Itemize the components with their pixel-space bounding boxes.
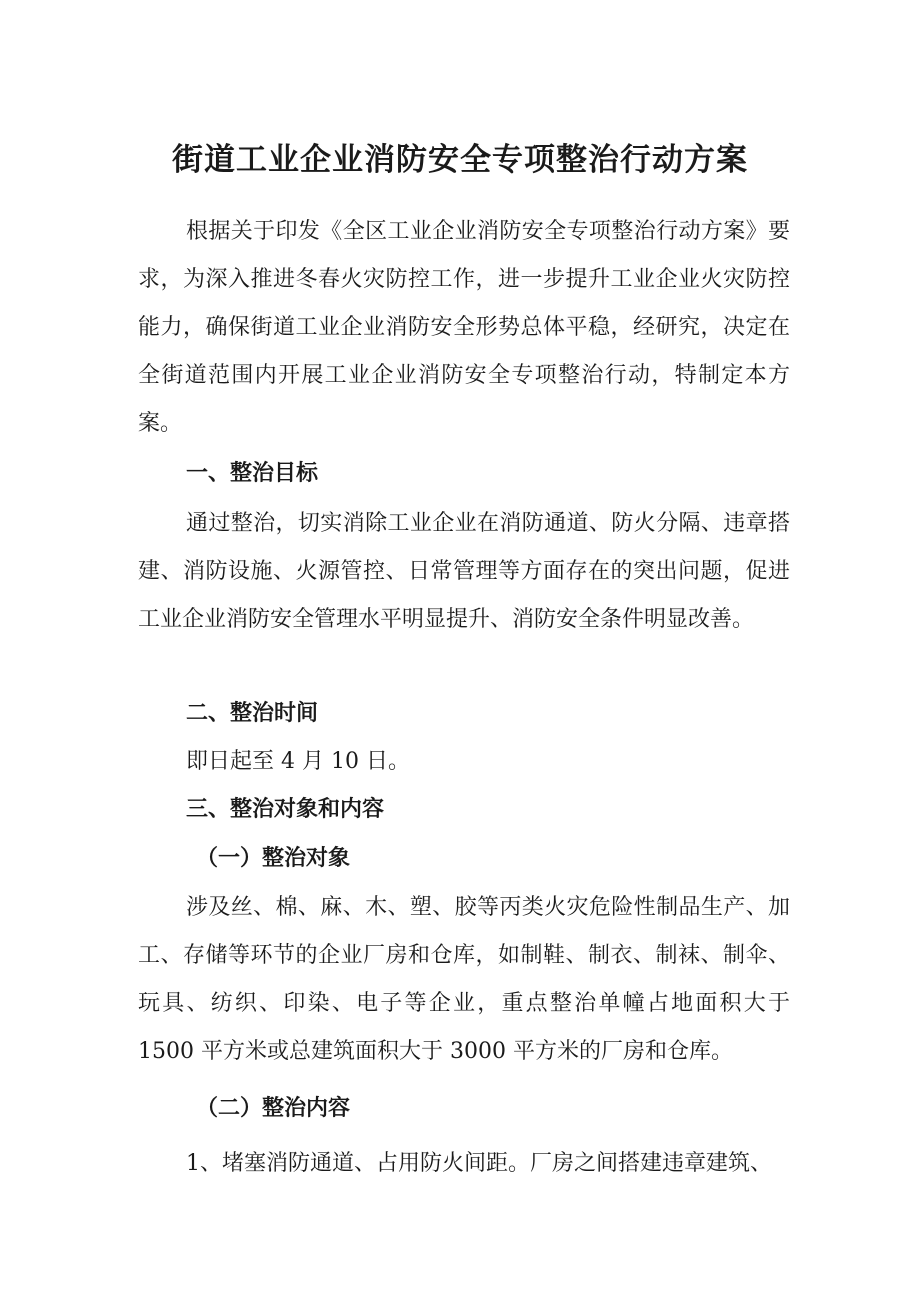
targets-paragraph: 涉及丝、棉、麻、木、塑、胶等丙类火灾危险性制品生产、加工、存储等环节的企业厂房和仓库，如制鞋、制衣、制袜、制伞、玩具、纺织、印染、电子等企业，重点整治单幢占地面积大于 1500 平方米或总建筑面积大于 3000 平方米的厂房和仓库。 bbox=[138, 895, 790, 1064]
subsection-heading-content: （二）整治内容 bbox=[196, 1095, 351, 1121]
intro-paragraph: 根据关于印发《全区工业企业消防安全专项整治行动方案》要求，为深入推进冬春火灾防控工作，进一步提升工业企业火灾防控能力，确保街道工业企业消防安全形势总体平稳，经研究，决定在全街道范围内开展工业企业消防安全专项整治行动，特制定本方案。 bbox=[138, 219, 790, 436]
section-heading-goals: 一、整治目标 bbox=[186, 461, 319, 486]
section-heading-time: 二、整治时间 bbox=[186, 701, 319, 726]
content-item-1: 1、堵塞消防通道、占用防火间距。厂房之间搭建违章建筑、 bbox=[186, 1151, 772, 1176]
goals-paragraph: 通过整治，切实消除工业企业在消防通道、防火分隔、违章搭建、消防设施、火源管控、日常管理等方面存在的突出问题，促进工业企业消防安全管理水平明显提升、消防安全条件明显改善。 bbox=[138, 511, 790, 632]
subsection-heading-targets: （一）整治对象 bbox=[196, 845, 351, 871]
section-heading-targets-content: 三、整治对象和内容 bbox=[186, 797, 385, 822]
document-title: 街道工业企业消防安全专项整治行动方案 bbox=[172, 142, 748, 178]
time-paragraph: 即日起至 4 月 10 日。 bbox=[186, 749, 410, 774]
